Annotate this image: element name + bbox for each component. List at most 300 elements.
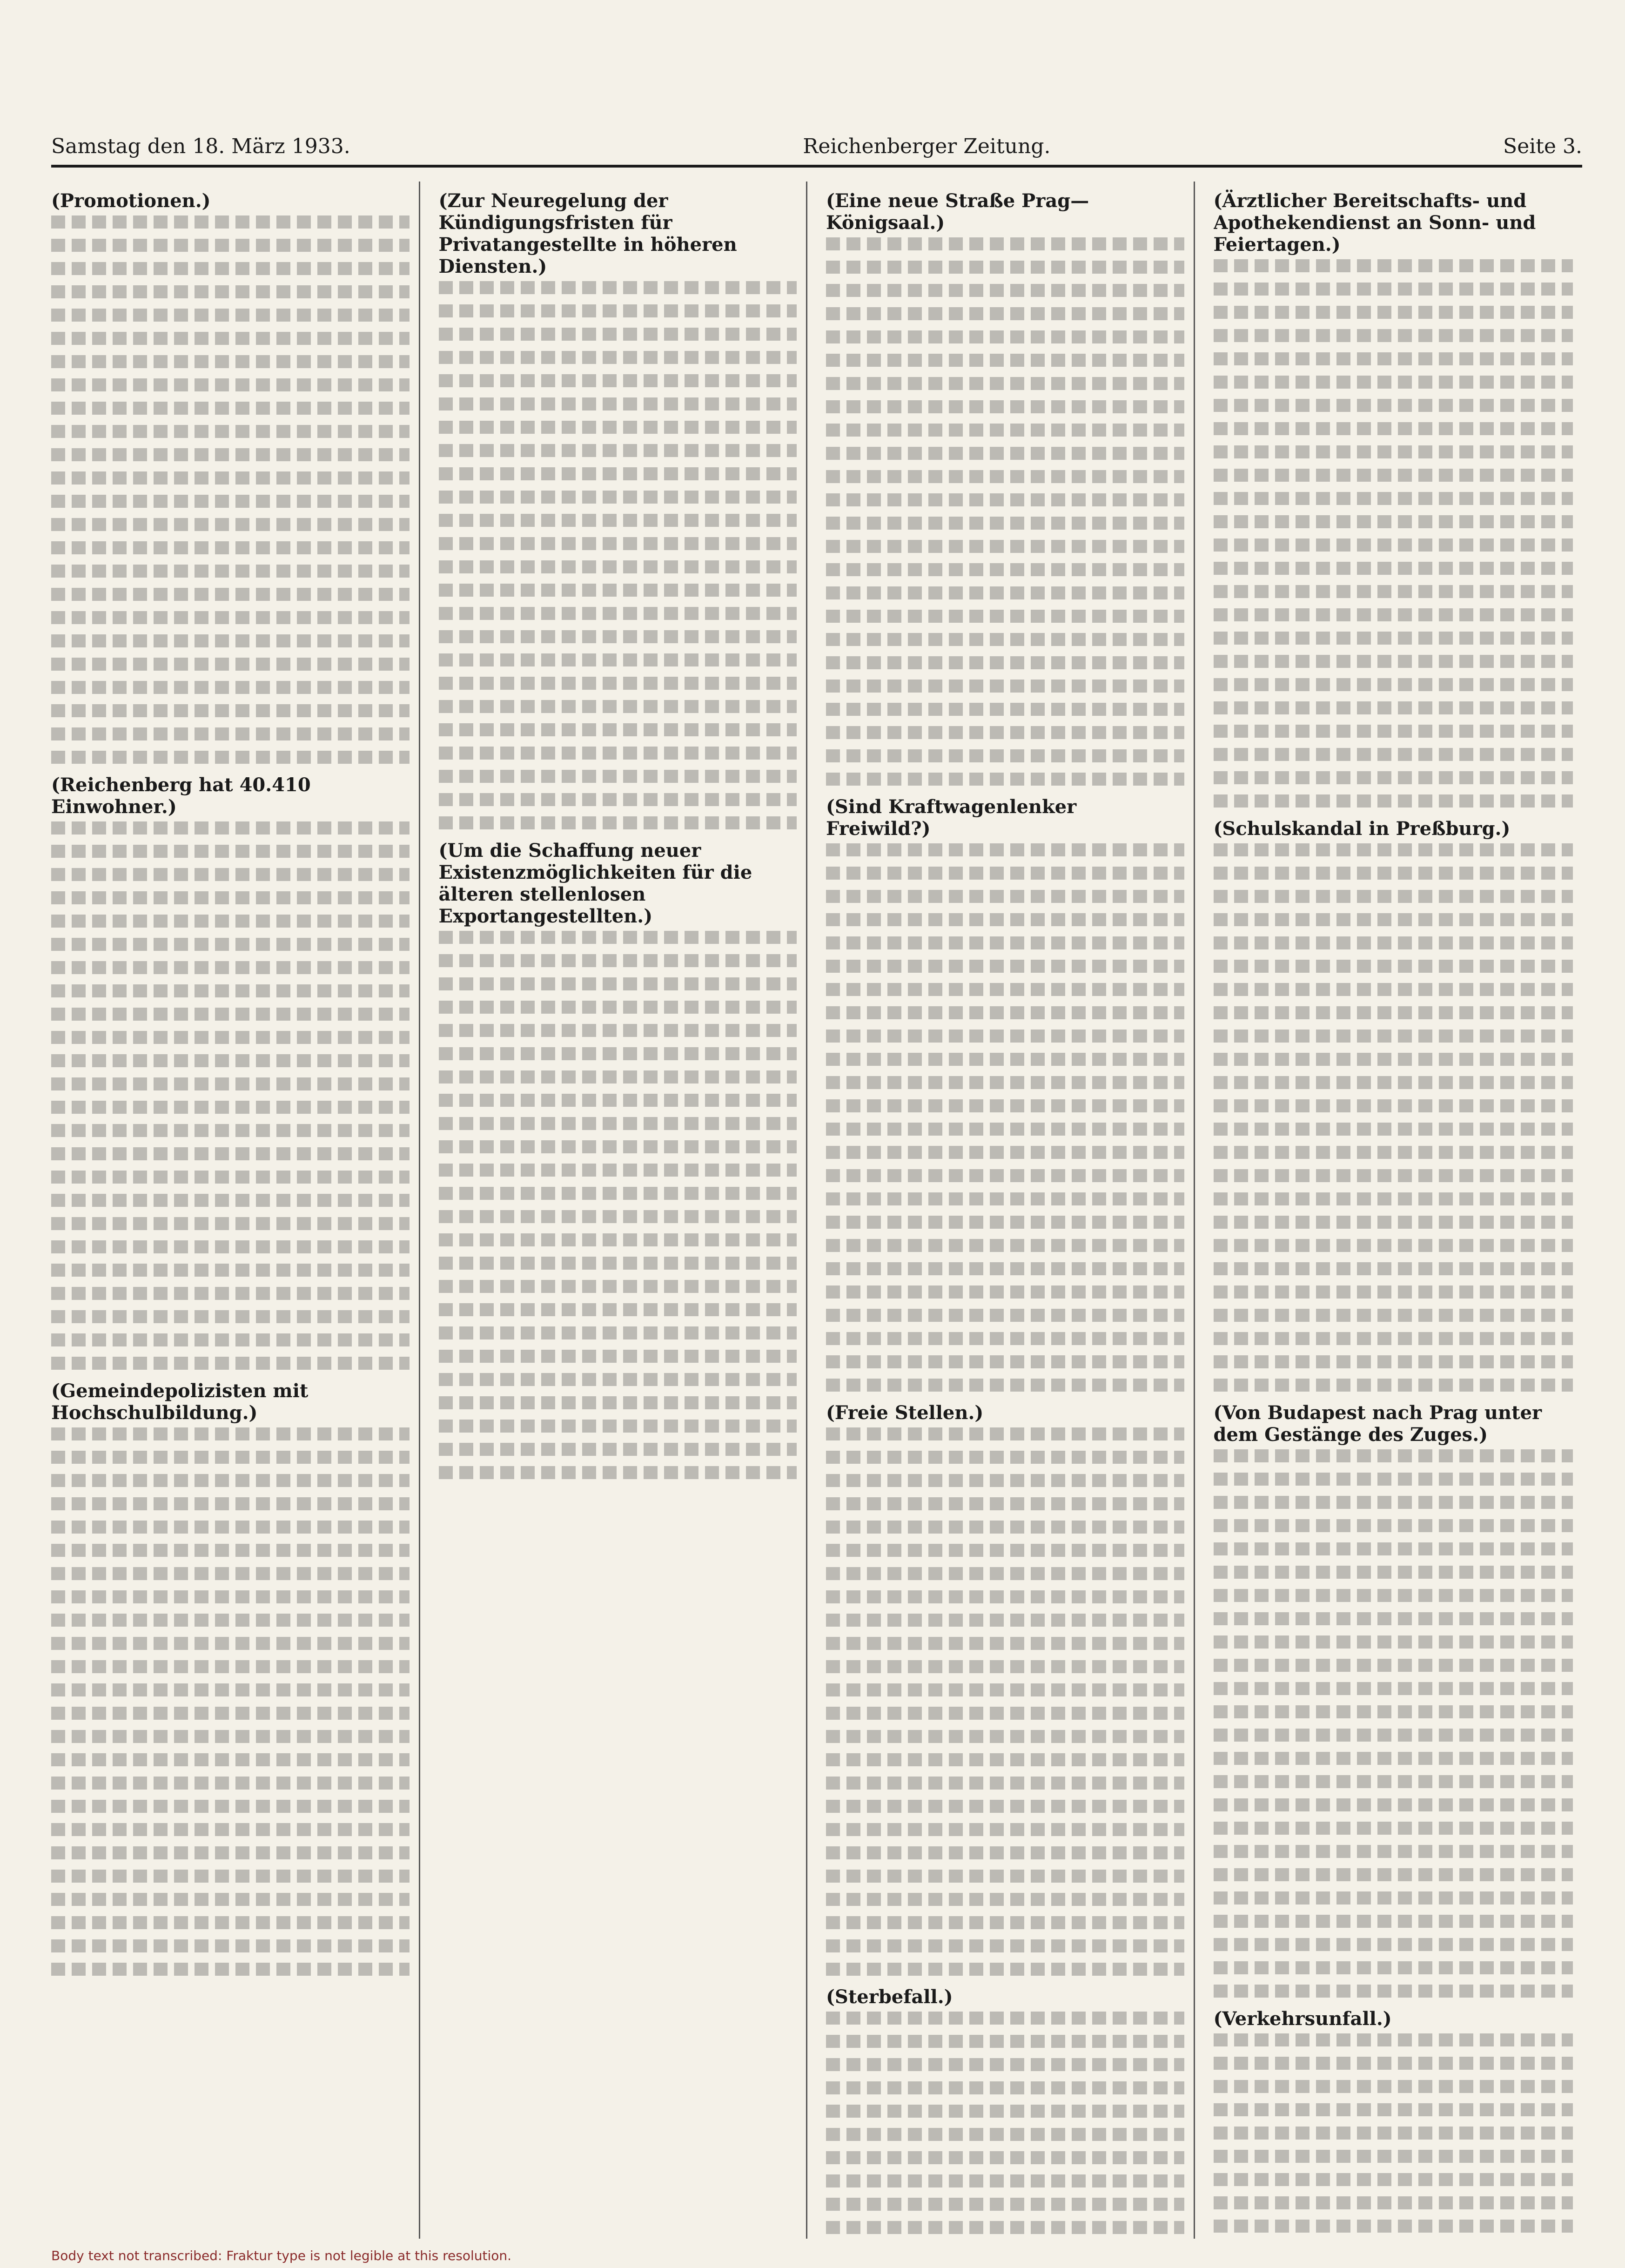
newspaper-title: Reichenberger Zeitung.: [803, 135, 1051, 158]
illegible-text-line: [1214, 655, 1573, 668]
illegible-text-line: [51, 402, 410, 415]
article-heading: (Freie Stellen.): [826, 1402, 984, 1424]
illegible-text-line: [51, 262, 410, 275]
illegible-text-line: [826, 726, 1184, 739]
illegible-text-line: [439, 770, 797, 783]
illegible-text-line: [51, 1147, 410, 1160]
illegible-text-line: [1214, 678, 1573, 691]
illegible-text-line: [51, 1451, 410, 1464]
illegible-text-line: [826, 2174, 1184, 2187]
illegible-text-line: [826, 1239, 1184, 1252]
illegible-text-line: [51, 1427, 410, 1440]
illegible-text-line: [439, 1187, 797, 1200]
illegible-text-line: [439, 1420, 797, 1433]
illegible-text-line: [1214, 1566, 1573, 1579]
illegible-text-line: [826, 586, 1184, 599]
article-heading: (Promotionen.): [51, 190, 211, 212]
illegible-text-line: [439, 1373, 797, 1386]
illegible-text-line: [1214, 399, 1573, 412]
illegible-text-line: [826, 307, 1184, 320]
article-heading: (Schulskandal in Preßburg.): [1213, 818, 1511, 840]
illegible-text-line: [826, 843, 1184, 856]
illegible-text-line: [51, 1124, 410, 1137]
illegible-text-line: [826, 1893, 1184, 1906]
transcription-note: Body text not transcribed: Fraktur type is not legible at this resolution.: [51, 2248, 512, 2263]
illegible-text-line: [826, 680, 1184, 693]
illegible-text-line: [51, 1008, 410, 1021]
illegible-text-line: [826, 749, 1184, 762]
illegible-text-line: [51, 1637, 410, 1650]
illegible-text-line: [1214, 1891, 1573, 1905]
illegible-text-line: [51, 1846, 410, 1859]
illegible-text-line: [826, 2221, 1184, 2234]
illegible-text-line: [1214, 2150, 1573, 2163]
illegible-text-line: [826, 1544, 1184, 1557]
illegible-text-line: [826, 1123, 1184, 1136]
illegible-text-line: [439, 653, 797, 666]
illegible-text-line: [826, 1753, 1184, 1766]
illegible-text-line: [826, 1427, 1184, 1440]
illegible-text-line: [1214, 492, 1573, 505]
article-heading: (Reichenberg hat 40.410 Einwohner.): [51, 774, 311, 818]
illegible-text-line: [1214, 1798, 1573, 1811]
illegible-text-line: [51, 1497, 410, 1510]
illegible-text-line: [826, 1053, 1184, 1066]
illegible-text-line: [51, 1567, 410, 1580]
illegible-text-line: [826, 2035, 1184, 2048]
illegible-text-line: [51, 1240, 410, 1253]
illegible-text-line: [439, 1117, 797, 1130]
illegible-text-line: [826, 1355, 1184, 1368]
illegible-text-line: [826, 1963, 1184, 1976]
illegible-text-line: [1214, 352, 1573, 365]
illegible-text-line: [826, 1451, 1184, 1464]
illegible-text-line: [1214, 794, 1573, 808]
illegible-text-line: [1214, 1239, 1573, 1252]
illegible-text-line: [1214, 1496, 1573, 1509]
illegible-text-line: [1214, 1332, 1573, 1345]
article-heading: (Von Budapest nach Prag unter dem Gestänge des Zuges.): [1213, 1402, 1542, 1446]
illegible-text-line: [826, 2105, 1184, 2118]
illegible-text-line: [439, 421, 797, 434]
illegible-text-line: [1214, 259, 1573, 272]
illegible-text-line: [826, 1192, 1184, 1205]
illegible-text-line: [439, 1024, 797, 1037]
illegible-text-line: [51, 541, 410, 554]
illegible-text-line: [1214, 1519, 1573, 1532]
illegible-text-line: [826, 1660, 1184, 1673]
illegible-text-line: [1214, 422, 1573, 435]
column-3: [826, 182, 1195, 2239]
illegible-text-line: [1214, 1845, 1573, 1858]
illegible-text-line: [51, 215, 410, 229]
illegible-text-line: [826, 890, 1184, 903]
illegible-text-line: [826, 1006, 1184, 1019]
article-heading: (Ärztlicher Bereitschafts- und Apothekendienst an Sonn- und Feiertagen.): [1213, 190, 1536, 256]
illegible-text-line: [51, 1217, 410, 1230]
illegible-text-line: [51, 681, 410, 694]
illegible-text-line: [439, 1326, 797, 1339]
illegible-text-line: [439, 1047, 797, 1060]
illegible-text-line: [826, 424, 1184, 437]
illegible-text-line: [1214, 1216, 1573, 1229]
illegible-text-line: [1214, 748, 1573, 761]
illegible-text-line: [826, 1846, 1184, 1859]
illegible-text-line: [439, 630, 797, 643]
illegible-text-line: [826, 2151, 1184, 2164]
illegible-text-line: [826, 1637, 1184, 1650]
illegible-text-line: [826, 1332, 1184, 1345]
illegible-text-line: [1214, 1635, 1573, 1649]
illegible-text-line: [826, 1309, 1184, 1322]
illegible-text-line: [1214, 1682, 1573, 1695]
illegible-text-line: [1214, 283, 1573, 296]
illegible-text-line: [1214, 2220, 1573, 2233]
illegible-text-line: [826, 1474, 1184, 1487]
illegible-text-line: [51, 1310, 410, 1323]
illegible-text-line: [826, 377, 1184, 390]
illegible-text-line: [51, 634, 410, 647]
illegible-text-line: [1214, 843, 1573, 856]
illegible-text-line: [826, 330, 1184, 343]
illegible-text-line: [826, 913, 1184, 926]
illegible-text-line: [1214, 1355, 1573, 1368]
illegible-text-line: [51, 1660, 410, 1673]
illegible-text-line: [826, 936, 1184, 949]
illegible-text-line: [439, 1303, 797, 1316]
illegible-text-line: [1214, 983, 1573, 996]
illegible-text-line: [439, 397, 797, 411]
illegible-text-line: [51, 611, 410, 624]
illegible-text-line: [439, 677, 797, 690]
illegible-text-line: [1214, 376, 1573, 389]
illegible-text-line: [51, 821, 410, 835]
illegible-text-line: [1214, 771, 1573, 784]
illegible-text-line: [1214, 1961, 1573, 1974]
illegible-text-line: [51, 1101, 410, 1114]
illegible-text-line: [51, 1171, 410, 1184]
illegible-text-line: [51, 1264, 410, 1277]
illegible-text-line: [826, 1800, 1184, 1813]
illegible-text-line: [51, 239, 410, 252]
illegible-text-line: [439, 514, 797, 527]
illegible-text-line: [826, 2198, 1184, 2211]
illegible-text-line: [439, 793, 797, 806]
illegible-text-line: [439, 747, 797, 760]
illegible-text-line: [1214, 867, 1573, 880]
article-heading: (Sterbefall.): [826, 1986, 953, 2008]
illegible-text-line: [439, 954, 797, 967]
illegible-text-line: [1214, 632, 1573, 645]
illegible-text-line: [1214, 1053, 1573, 1066]
illegible-text-line: [826, 470, 1184, 483]
illegible-text-line: [1214, 1379, 1573, 1392]
illegible-text-line: [51, 1777, 410, 1790]
article-columns: [51, 182, 1582, 2239]
illegible-text-line: [439, 1396, 797, 1409]
illegible-text-line: [51, 751, 410, 764]
illegible-text-line: [51, 425, 410, 438]
illegible-text-line: [1214, 2057, 1573, 2070]
illegible-text-line: [1214, 1868, 1573, 1881]
illegible-text-line: [1214, 585, 1573, 598]
illegible-text-line: [826, 261, 1184, 274]
illegible-text-line: [51, 1194, 410, 1207]
illegible-text-line: [1214, 306, 1573, 319]
illegible-text-line: [826, 1169, 1184, 1182]
illegible-text-line: [1214, 1030, 1573, 1043]
illegible-text-line: [439, 1164, 797, 1177]
illegible-text-line: [51, 1590, 410, 1603]
illegible-text-line: [51, 588, 410, 601]
illegible-text-line: [439, 1233, 797, 1246]
illegible-text-line: [826, 1099, 1184, 1112]
illegible-text-line: [51, 1870, 410, 1883]
illegible-text-line: [51, 471, 410, 485]
article-heading: (Verkehrsunfall.): [1213, 2008, 1392, 2030]
illegible-text-line: [51, 1753, 410, 1766]
illegible-text-line: [439, 281, 797, 294]
illegible-text-line: [826, 1777, 1184, 1790]
illegible-text-line: [51, 1474, 410, 1487]
column-1: [51, 182, 420, 2239]
illegible-text-line: [439, 444, 797, 457]
issue-date: Samstag den 18. März 1933.: [51, 135, 350, 158]
illegible-text-line: [51, 285, 410, 298]
illegible-text-line: [826, 1521, 1184, 1534]
illegible-text-line: [439, 1001, 797, 1014]
illegible-text-line: [51, 1800, 410, 1813]
illegible-text-line: [826, 1939, 1184, 1952]
illegible-text-line: [51, 355, 410, 368]
illegible-text-line: [1214, 936, 1573, 949]
illegible-text-line: [51, 1893, 410, 1906]
illegible-text-line: [826, 2012, 1184, 2025]
illegible-text-line: [826, 493, 1184, 506]
illegible-text-line: [1214, 1612, 1573, 1625]
illegible-text-line: [1214, 1729, 1573, 1742]
illegible-text-line: [439, 467, 797, 480]
illegible-text-line: [51, 845, 410, 858]
illegible-text-line: [439, 304, 797, 317]
illegible-text-line: [51, 891, 410, 904]
illegible-text-line: [51, 1031, 410, 1044]
illegible-text-line: [1214, 1076, 1573, 1089]
illegible-text-line: [1214, 1705, 1573, 1718]
illegible-text-line: [51, 332, 410, 345]
illegible-text-line: [51, 1357, 410, 1370]
illegible-text-line: [826, 563, 1184, 576]
illegible-text-line: [51, 1544, 410, 1557]
illegible-text-line: [439, 931, 797, 944]
illegible-text-line: [51, 658, 410, 671]
illegible-text-line: [1214, 725, 1573, 738]
illegible-text-line: [439, 328, 797, 341]
illegible-text-line: [51, 1287, 410, 1300]
illegible-text-line: [1214, 960, 1573, 973]
column-2: [439, 182, 808, 2239]
illegible-text-line: [1214, 913, 1573, 926]
illegible-text-line: [439, 723, 797, 736]
illegible-text-line: [1214, 1169, 1573, 1182]
illegible-text-line: [1214, 1309, 1573, 1322]
illegible-text-line: [1214, 2196, 1573, 2209]
illegible-text-line: [826, 1146, 1184, 1159]
illegible-text-line: [826, 1285, 1184, 1299]
illegible-text-line: [826, 867, 1184, 880]
illegible-text-line: [439, 1070, 797, 1084]
illegible-text-line: [826, 1379, 1184, 1392]
illegible-text-line: [826, 447, 1184, 460]
illegible-text-line: [439, 584, 797, 597]
page-number: Seite 3.: [1503, 135, 1582, 158]
illegible-text-line: [826, 237, 1184, 250]
article-heading: (Zur Neuregelung der Kündigungsfristen für Privatangestellte in höheren Diensten.): [438, 190, 737, 277]
illegible-text-line: [1214, 1659, 1573, 1672]
illegible-text-line: [1214, 1006, 1573, 1019]
illegible-text-line: [51, 448, 410, 461]
illegible-text-line: [51, 727, 410, 740]
illegible-text-line: [1214, 2080, 1573, 2093]
illegible-text-line: [1214, 890, 1573, 903]
illegible-text-line: [826, 400, 1184, 413]
illegible-text-line: [826, 1916, 1184, 1929]
illegible-text-line: [1214, 1473, 1573, 1486]
article-heading: (Gemeindepolizisten mit Hochschulbildung.): [51, 1380, 309, 1424]
illegible-text-line: [1214, 329, 1573, 342]
illegible-text-line: [51, 1333, 410, 1346]
illegible-text-line: [51, 518, 410, 531]
illegible-text-line: [1214, 1123, 1573, 1136]
illegible-text-line: [51, 1077, 410, 1090]
illegible-text-line: [439, 1140, 797, 1153]
illegible-text-line: [51, 868, 410, 881]
illegible-text-line: [826, 1567, 1184, 1580]
illegible-text-line: [439, 1443, 797, 1456]
illegible-text-line: [826, 656, 1184, 669]
illegible-text-line: [439, 491, 797, 504]
illegible-text-line: [1214, 1192, 1573, 1205]
masthead: [51, 116, 1582, 168]
illegible-text-line: [826, 1590, 1184, 1603]
illegible-text-line: [51, 1521, 410, 1534]
illegible-text-line: [439, 816, 797, 829]
illegible-text-line: [439, 1280, 797, 1293]
illegible-text-line: [826, 2058, 1184, 2071]
illegible-text-line: [1214, 515, 1573, 528]
illegible-text-line: [826, 1683, 1184, 1696]
illegible-text-line: [51, 961, 410, 974]
illegible-text-line: [1214, 1822, 1573, 1835]
illegible-text-line: [1214, 1775, 1573, 1788]
illegible-text-line: [51, 565, 410, 578]
illegible-text-line: [439, 560, 797, 573]
illegible-text-line: [51, 1823, 410, 1836]
illegible-text-line: [826, 1030, 1184, 1043]
illegible-text-line: [1214, 1262, 1573, 1275]
illegible-text-line: [51, 1614, 410, 1627]
illegible-text-line: [826, 284, 1184, 297]
illegible-text-line: [1214, 1938, 1573, 1951]
illegible-text-line: [826, 1262, 1184, 1275]
illegible-text-line: [1214, 1589, 1573, 1602]
illegible-text-line: [1214, 538, 1573, 552]
illegible-text-line: [826, 703, 1184, 716]
illegible-text-line: [1214, 701, 1573, 714]
illegible-text-line: [439, 1350, 797, 1363]
illegible-text-line: [439, 700, 797, 713]
illegible-text-line: [826, 610, 1184, 623]
illegible-text-line: [826, 1707, 1184, 1720]
illegible-text-line: [826, 354, 1184, 367]
illegible-text-line: [51, 1730, 410, 1743]
illegible-text-line: [826, 960, 1184, 973]
illegible-text-line: [1214, 2033, 1573, 2046]
illegible-text-line: [51, 938, 410, 951]
illegible-text-line: [51, 915, 410, 928]
illegible-text-line: [1214, 1752, 1573, 1765]
illegible-text-line: [826, 1614, 1184, 1627]
illegible-text-line: [51, 309, 410, 322]
illegible-text-line: [439, 1210, 797, 1223]
illegible-text-line: [826, 517, 1184, 530]
illegible-text-line: [1214, 1146, 1573, 1159]
illegible-text-line: [826, 633, 1184, 646]
illegible-text-line: [826, 773, 1184, 786]
illegible-text-line: [826, 2128, 1184, 2141]
illegible-text-line: [51, 704, 410, 717]
illegible-text-line: [51, 1939, 410, 1952]
illegible-text-line: [51, 378, 410, 391]
illegible-text-line: [826, 1823, 1184, 1836]
illegible-text-line: [1214, 445, 1573, 458]
illegible-text-line: [1214, 2173, 1573, 2186]
article-heading: (Eine neue Straße Prag—Königsaal.): [826, 190, 1089, 234]
newspaper-page: [51, 116, 1582, 2239]
illegible-text-line: [51, 1683, 410, 1696]
illegible-text-line: [1214, 1985, 1573, 1998]
illegible-text-line: [1214, 1542, 1573, 1555]
illegible-text-line: [1214, 608, 1573, 621]
illegible-text-line: [826, 1497, 1184, 1510]
article-heading: (Sind Kraftwagenlenker Freiwild?): [826, 796, 1077, 840]
illegible-text-line: [1214, 1915, 1573, 1928]
illegible-text-line: [439, 1257, 797, 1270]
illegible-text-line: [826, 983, 1184, 996]
illegible-text-line: [51, 1707, 410, 1720]
illegible-text-line: [439, 374, 797, 387]
illegible-text-line: [51, 495, 410, 508]
illegible-text-line: [51, 1963, 410, 1976]
illegible-text-line: [826, 1216, 1184, 1229]
illegible-text-line: [439, 351, 797, 364]
illegible-text-line: [439, 1466, 797, 1479]
illegible-text-line: [1214, 2127, 1573, 2140]
illegible-text-line: [1214, 1449, 1573, 1462]
illegible-text-line: [51, 1054, 410, 1067]
illegible-text-line: [51, 1916, 410, 1929]
illegible-text-line: [51, 984, 410, 997]
illegible-text-line: [439, 537, 797, 550]
illegible-text-line: [439, 1094, 797, 1107]
illegible-text-line: [826, 1076, 1184, 1089]
article-heading: (Um die Schaffung neuer Existenzmöglichkeiten für die älteren stellenlosen Exportangestellten.): [438, 840, 752, 927]
column-4: [1214, 182, 1583, 2239]
illegible-text-line: [1214, 562, 1573, 575]
illegible-text-line: [439, 977, 797, 990]
illegible-text-line: [826, 1870, 1184, 1883]
illegible-text-line: [1214, 469, 1573, 482]
